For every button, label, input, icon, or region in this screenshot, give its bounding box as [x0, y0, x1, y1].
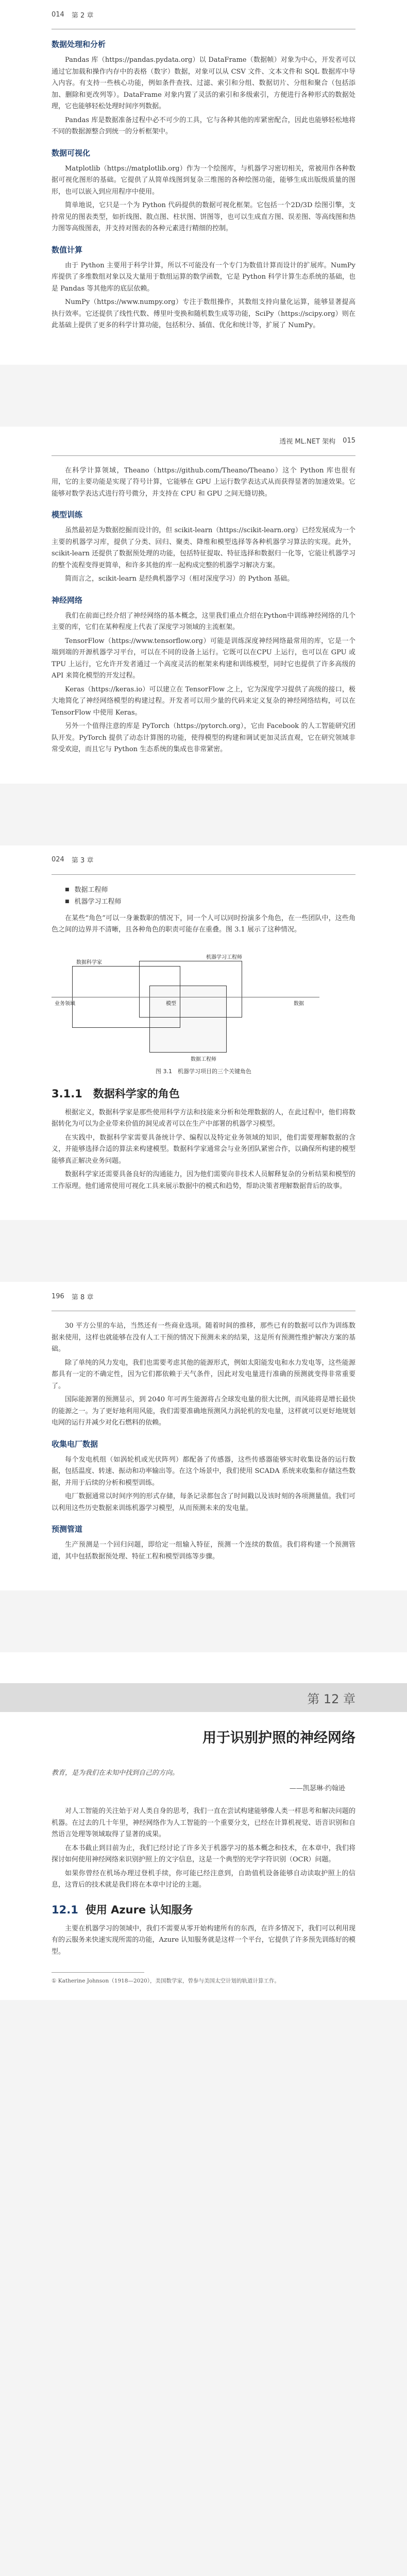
- roles-diagram: [52, 945, 355, 1064]
- list-item: ■ 机器学习工程师: [65, 896, 355, 908]
- chapter-banner: [0, 1683, 407, 1712]
- paragraph: 国际能源署的预测显示，到 2040 年可再生能源将占全球发电量的很大比例，而风能将是增长最快的能源之一。为了更好地利用风能，我们需要准确地预测风力涡轮机的发电量，这样就可以更好地规划电网的运行并减少对化石燃料的依赖。: [52, 1396, 355, 1427]
- paragraph: 30 平方公里的车站，当然还有一些商业选项。随着时间的推移，那些已有的数据可以作为训练数据来使用，这样也就能够在没有人工干预的情况下预测未来的结果，这是所有预测性维护解决方案的基础。: [52, 1322, 355, 1353]
- role-list: [65, 884, 355, 908]
- paragraph: Pandas 库（https://pandas.pydata.org）以 DataFrame（数据帧）对象为中心，开发者可以通过它加载和操作内存中的表格（数字）数据，对象可以从 CSV 文件、文本文件和 SQL 数据库中导入内容。有支持一些核心功能，例如条件查找、过滤、索引和分组、数据切片、分组和聚合（包括添加、删除和更改列等）。DataFrame 对象内置了灵活的索引和多级索引，方便进行各种形式的数据处理，它也能够轻松处理时间序列数据。: [52, 56, 355, 110]
- page-number: 015: [343, 437, 355, 445]
- paragraph: 在科学计算领域，Theano（https://github.com/Theano/Theano）这个 Python 库也很有用，它的主要功能是实现了符号计算，它能够在 GPU 上运行数学表达式从而获得显著的加速效果。它能够对数学表达式进行符号微分，并支持在 CPU 和 GPU 之间无缝切换。: [52, 466, 355, 498]
- page-number: 014: [52, 10, 64, 19]
- section-heading: [52, 1902, 355, 1917]
- chapter-label: 第 3 章: [71, 857, 94, 865]
- book-page-3: [0, 845, 407, 1221]
- page-number: 196: [52, 1292, 64, 1300]
- paragraph: 对人工智能的关注始于对人类自身的思考，我们一直在尝试构建能够像人类一样思考和解决问题的机器。在过去的几十年里，神经网络作为人工智能的一个重要分支，已经在计算机视觉、语音识别和自然语言处理等领域取得了显著的成果。: [52, 1807, 355, 1838]
- running-head: [52, 427, 355, 455]
- section-heading: 神经网络: [52, 595, 83, 605]
- data-label: 数据: [294, 1001, 304, 1007]
- section-heading: 数据处理和分析: [52, 40, 106, 49]
- paragraph: 如果你曾经在机场办理过登机手续，你可能已经注意到，自助值机设备能够自动读取护照上的信息，这背后的技术就是我们将在本章中讨论的主题。: [52, 1869, 355, 1889]
- paragraph: TensorFlow（https://www.tensorflow.org）可能是训练深度神经网络最常用的库，它是一个端到端的开源机器学习平台，可以在不同的设备上运行。它既可以在CPU 上运行，也可以在 GPU 或 TPU 上运行，它允许开发者通过一个高度灵活的框架来构建和训练模型，同时它也提供了许多高级的 API 来简化模型的开发过程。: [52, 637, 355, 680]
- page-gap: [0, 784, 407, 845]
- running-head: [52, 0, 355, 29]
- domain-label: 业务领域: [55, 1001, 75, 1007]
- footnote-rule: [52, 1972, 144, 1973]
- ml-engineer-label: 机器学习工程师: [206, 954, 242, 960]
- book-page-5: [0, 1652, 407, 2000]
- paragraph: 数据科学家还需要具备良好的沟通能力，因为他们需要向非技术人员解释复杂的分析结果和模型的工作原理。他们通常使用可视化工具来展示数据中的模式和趋势，帮助决策者理解数据背后的故事。: [52, 1171, 355, 1190]
- paragraph: 生产预测是一个回归问题，即给定一组输入特征，预测一个连续的数值。我们将构建一个预测管道，其中包括数据预处理、特征工程和模型训练等步骤。: [52, 1541, 355, 1561]
- page-gap: [0, 1590, 407, 1652]
- paragraph: 虽然最初是为数据挖掘而设计的，但 scikit-learn（https://scikit-learn.org）已经发展成为一个主要的机器学习库，提供了分类、回归、聚类、降维和模型选择等各种机器学习算法的实现。此外，scikit-learn 还提供了数据预处理的功能，包括特征提取、特征选择和数据归一化等，它能让机器学习的整个流程变得更简单，和许多其他的库一起构成完整的机器学习解决方案。: [52, 527, 355, 569]
- chapter-number: 第 12 章: [307, 1691, 355, 1706]
- epigraph: 教育，是为我们在未知中找到自己的方向。: [52, 1769, 179, 1777]
- data-scientist-label: 数据科学家: [76, 959, 102, 965]
- header-rule: [52, 455, 355, 456]
- paragraph: Keras（https://keras.io）可以建立在 TensorFlow 之上，它为深度学习提供了高级的接口，极大地简化了神经网络模型的构建过程。开发者可以用少量的代码来定义复杂的神经网络结构，可以在 TensorFlow 中使用 Keras。: [52, 685, 355, 717]
- book-page-1: [0, 0, 407, 365]
- paragraph: 在本书截止到目前为止，我们已经讨论了许多关于机器学习的基本概念和技术，在本章中，我们将探讨如何使用神经网络来识别护照上的文字信息，这是一个典型的光学字符识别（OCR）问题。: [52, 1844, 355, 1863]
- figure-caption: 图 3.1 机器学习项目的三个关键角色: [156, 1067, 251, 1075]
- list-item: ■ 数据工程师: [65, 884, 355, 896]
- book-page-4: [0, 1282, 407, 1590]
- paragraph: Matplotlib（https://matplotlib.org）作为一个绘图库，与机器学习密切相关，常被用作各种数据可视化图形的基础。它提供了从简单线图到复杂三维图的各种绘图功能，能够生成出版级质量的图形，也可以嵌入到应用程序中使用。: [52, 164, 355, 196]
- data-engineer-label: 数据工程师: [191, 1056, 216, 1062]
- chapter-label: 第 2 章: [71, 11, 94, 20]
- running-head: [52, 1282, 355, 1311]
- paragraph: 根据定义，数据科学家是那些使用科学方法和技能来分析和处理数据的人，在此过程中，他们将数据转化为可以为企业带来价值的洞见或者可以在生产中部署的机器学习模型。: [52, 1108, 355, 1128]
- chapter-label: 透视 ML.NET 架构: [279, 438, 336, 446]
- paragraph: 每个发电机组（如涡轮机或光伏阵列）都配备了传感器，这些传感器能够实时收集设备的运行数据，包括温度、转速、振动和功率输出等。在这个场景中，我们使用 SCADA 系统来收集和存储这些数据，并用于后续的分析和模型训练。: [52, 1455, 355, 1487]
- chapter-label: 第 8 章: [71, 1293, 94, 1301]
- section-heading: 数值计算: [52, 245, 83, 255]
- models-label: 模型: [166, 1001, 176, 1007]
- paragraph: 简而言之，scikit-learn 是经典机器学习（相对深度学习）的 Python 基础。: [65, 575, 294, 583]
- section-heading: 预测管道: [52, 1524, 83, 1534]
- paragraph: NumPy（https://www.numpy.org）专注于数组操作，其数组支持向量化运算，能够显著提高执行效率。它还提供了线性代数、傅里叶变换和随机数生成等功能，SciPy（https://scipy.org）则在此基础上提供了更多的科学计算功能，包括积分、插值、优化和统计等，扩展了 NumPy。: [52, 298, 355, 329]
- section-title: 使用 Azure 认知服务: [85, 1903, 193, 1916]
- paragraph: Pandas 库是数据准备过程中必不可少的工具，它与各种其他的库紧密配合，因此也能够轻松地将不同的数据源整合到统一的分析框架中。: [52, 116, 355, 135]
- section-heading: 模型训练: [52, 510, 83, 519]
- running-head: [52, 845, 355, 874]
- page-gap: [0, 1220, 407, 1282]
- paragraph: 我们在前面已经介绍了神经网络的基本概念，这里我们重点介绍在Python中训练神经网络的几个主要的库，它们在某种程度上代表了深度学习领域的主流框架。: [52, 612, 355, 631]
- paragraph: 由于 Python 主要用于科学计算，所以不可能没有一个专门为数值计算而设计的扩展库。NumPy 库提供了多维数组对象以及大量用于数组运算的数学函数，它是 Python 科学计算生态系统的基础，也是 Pandas 等其他库的底层依赖。: [52, 261, 355, 293]
- paragraph: 电厂数据通常以时间序列的形式存储，每条记录都包含了时间戳以及该时刻的各项测量值。我们可以利用这些历史数据来训练机器学习模型，从而预测未来的发电量。: [52, 1493, 355, 1512]
- section-number: 12.1: [52, 1903, 78, 1916]
- footnote: ① Katherine Johnson（1918—2020），美国数学家，曾参与美国太空计划的轨道计算工作。: [52, 1978, 280, 1984]
- paragraph: 主要在机器学习的领域中，我们不需要从零开始构建所有的东西，在许多情况下，我们可以利用现有的云服务来快速实现所需的功能，Azure 认知服务就是这样一个平台，它提供了许多预先训练好的模型。: [52, 1924, 355, 1956]
- book-page-2: [0, 427, 407, 784]
- header-rule: [52, 874, 355, 875]
- epigraph-source: ——凯瑟琳·约翰逊: [289, 1785, 345, 1792]
- paragraph: 在实践中，数据科学家需要具备统计学、编程以及特定业务领域的知识，他们需要理解数据的含义，并能够选择合适的算法来构建模型。数据科学家通常会与业务团队紧密合作，以确保所构建的模型能够真正解决业务问题。: [52, 1133, 355, 1165]
- page-gap: [0, 365, 407, 427]
- paragraph: 简单地说，它只是一个为 Python 代码提供的数据可视化框架。它包括一个2D/3D 绘图引擎，支持常见的图表类型，如折线图、散点图、柱状图、饼图等，也可以生成直方图、误差图、等高线图和热力图等高级图表，并支持对图表的各种元素进行精细的控制。: [52, 201, 355, 232]
- data-engineer-box: [149, 986, 227, 1053]
- paragraph: 另外一个值得注意的库是 PyTorch（https://pytorch.org），它由 Facebook 的人工智能研究团队开发。PyTorch 提供了动态计算图的功能，使得模型的构建和调试更加灵活直观，它在研究领域非常受欢迎，而且它与 Python 生态系统的集成也非常紧密。: [52, 722, 355, 753]
- paragraph: 在某些“角色”可以一身兼数职的情况下，同一个人可以同时扮演多个角色，在一些团队中，这些角色之间的边界并不清晰，且各种角色的职责可能存在重叠。图 3.1 展示了这种情况。: [52, 914, 355, 934]
- section-heading: 数据可视化: [52, 148, 91, 158]
- page-number: 024: [52, 856, 64, 863]
- section-heading: 收集电厂数据: [52, 1439, 98, 1449]
- chapter-title: 用于识别护照的神经网络: [202, 1730, 355, 1746]
- section-heading: 3.1.1 数据科学家的角色: [52, 1087, 180, 1100]
- paragraph: 除了单纯的风力发电，我们也需要考虑其他的能源形式，例如太阳能发电和水力发电等，这些能源都具有一定的不确定性，因为它们都依赖于天气条件，因此对发电量进行准确的预测就变得非常重要了。: [52, 1359, 355, 1390]
